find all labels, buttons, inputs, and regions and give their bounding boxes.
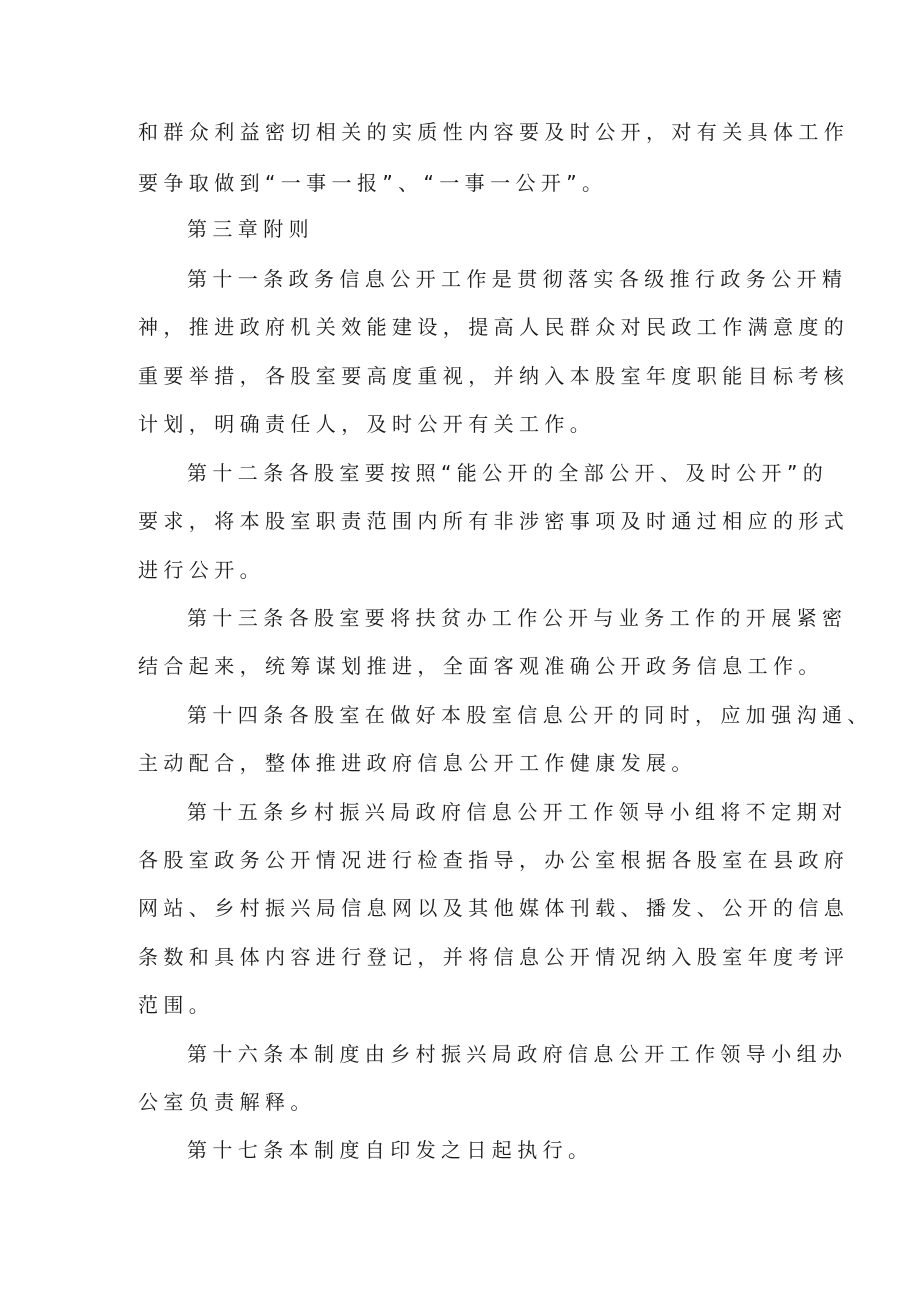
text-line: 第十五条乡村振兴局政府信息公开工作领导小组将不定期对 <box>187 800 848 824</box>
text-line: 网站、乡村振兴局信息网以及其他媒体刊载、播发、公开的信息 <box>138 896 850 920</box>
text-line: 第十一条政务信息公开工作是贯彻落实各级推行政务公开精 <box>187 267 848 291</box>
text-line: 条数和具体内容进行登记，并将信息公开情况纳入股室年度考评 <box>138 945 850 969</box>
text-line: 公室负责解释。 <box>138 1090 316 1114</box>
text-line: 主动配合，整体推进政府信息公开工作健康发展。 <box>138 751 697 775</box>
text-line: 第十六条本制度由乡村振兴局政府信息公开工作领导小组办 <box>187 1042 848 1066</box>
text-line: 神，推进政府机关效能建设，提高人民群众对民政工作满意度的 <box>138 315 850 339</box>
text-line: 各股室政务公开情况进行检查指导，办公室根据各股室在县政府 <box>138 848 850 872</box>
text-line: 要求，将本股室职责范围内所有非涉密事项及时通过相应的形式 <box>138 509 850 533</box>
text-line: 结合起来，统筹谋划推进，全面客观准确公开政务信息工作。 <box>138 654 824 678</box>
text-line: 第十七条本制度自印发之日起执行。 <box>187 1138 594 1162</box>
text-line: 和群众利益密切相关的实质性内容要及时公开，对有关具体工作 <box>138 120 850 144</box>
text-line: 进行公开。 <box>138 558 265 582</box>
text-line: 第十四条各股室在做好本股室信息公开的同时，应加强沟通、 <box>187 703 873 727</box>
text-line: 范围。 <box>138 993 215 1017</box>
text-line: 第十三条各股室要将扶贫办工作公开与业务工作的开展紧密 <box>187 606 848 630</box>
text-line: 计划，明确责任人，及时公开有关工作。 <box>138 412 596 436</box>
chapter-heading: 第三章附则 <box>187 217 314 241</box>
text-line: 重要举措，各股室要高度重视，并纳入本股室年度职能目标考核 <box>138 364 850 388</box>
text-line: 第十二条各股室要按照“能公开的全部公开、及时公开”的 <box>187 461 829 485</box>
text-line: 要争取做到“一事一报”、“一事一公开”。 <box>138 171 608 195</box>
